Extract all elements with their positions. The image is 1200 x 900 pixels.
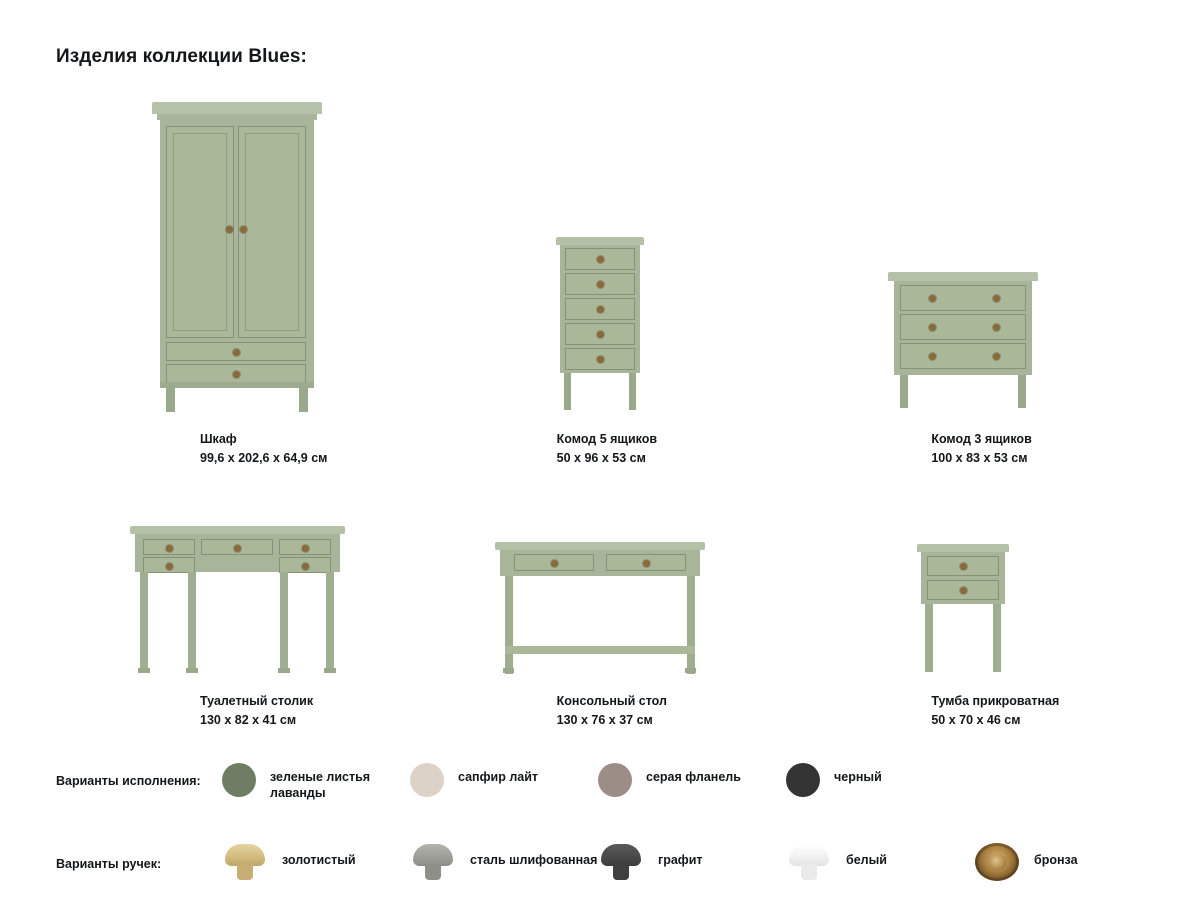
product-caption xyxy=(419,692,782,731)
chest-3-drawing xyxy=(888,272,1038,412)
finish-swatch-item[interactable] xyxy=(598,757,786,803)
product-dimensions: 130 x 76 x 37 см xyxy=(556,713,653,728)
product-image-console-table xyxy=(419,499,782,674)
product-card-wardrobe xyxy=(56,82,419,469)
knob-icon xyxy=(222,840,268,886)
product-grid-row-1 xyxy=(56,82,1144,469)
product-dimensions: 100 x 83 x 53 см xyxy=(931,451,1028,466)
finish-swatch-item[interactable] xyxy=(410,757,598,803)
product-name: Тумба прикроватная xyxy=(931,693,1060,708)
finish-options-row xyxy=(56,757,1144,803)
handle-options-label: Варианты ручек: xyxy=(56,857,162,872)
product-dimensions: 50 x 70 x 46 см xyxy=(931,713,1021,728)
finish-swatch-label: зеленые листья лаванды xyxy=(270,769,371,801)
product-name: Консольный стол xyxy=(556,693,667,708)
knob-icon xyxy=(410,840,456,886)
handle-swatch-label: графит xyxy=(658,853,703,868)
product-image-chest-3 xyxy=(781,82,1144,412)
handle-swatch-list xyxy=(222,840,1162,886)
finish-swatch-item[interactable] xyxy=(222,757,410,803)
handle-swatch-label: бронза xyxy=(1034,853,1078,868)
nightstand-drawing xyxy=(917,544,1009,674)
product-dimensions: 99,6 x 202,6 x 64,9 см xyxy=(200,451,328,466)
product-card-console-table xyxy=(419,499,782,731)
product-image-wardrobe xyxy=(56,82,419,412)
wardrobe-drawing xyxy=(152,102,322,412)
handle-swatch-item[interactable] xyxy=(974,840,1162,886)
handle-swatch-item[interactable] xyxy=(410,840,598,886)
product-caption xyxy=(781,692,1144,731)
product-card-chest-5 xyxy=(419,82,782,469)
product-caption xyxy=(781,430,1144,469)
product-card-nightstand xyxy=(781,499,1144,731)
product-name: Комод 5 ящиков xyxy=(556,432,658,446)
knob-icon xyxy=(598,840,644,886)
product-caption xyxy=(419,430,782,469)
color-swatch-icon xyxy=(598,763,632,797)
color-swatch-icon xyxy=(410,763,444,797)
console-table-drawing xyxy=(495,542,705,674)
finish-swatch-label: сапфир лайт xyxy=(458,769,539,784)
handle-swatch-item[interactable] xyxy=(598,840,786,886)
finish-swatch-list xyxy=(222,757,1144,803)
color-swatch-icon xyxy=(786,763,820,797)
page-title: Изделия коллекции Blues: xyxy=(56,46,307,67)
product-name: Шкаф xyxy=(200,432,237,446)
finish-swatch-label: черный xyxy=(834,769,882,784)
finish-swatch-label: серая фланель xyxy=(646,769,741,784)
product-name: Комод 3 ящиков xyxy=(931,432,1032,446)
product-dimensions: 50 x 96 x 53 см xyxy=(556,451,646,466)
product-grid-row-2 xyxy=(56,499,1144,731)
product-image-chest-5 xyxy=(419,82,782,412)
product-card-chest-3 xyxy=(781,82,1144,469)
handle-swatch-item[interactable] xyxy=(786,840,974,886)
handle-swatch-label: золотистый xyxy=(282,853,356,868)
handle-swatch-label: белый xyxy=(846,853,887,868)
handle-swatch-label: сталь шлифованная xyxy=(470,853,598,868)
product-image-dressing-table xyxy=(56,499,419,674)
handle-options-row xyxy=(56,840,1144,886)
handle-swatch-item[interactable] xyxy=(222,840,410,886)
product-caption xyxy=(56,430,419,469)
dressing-table-drawing xyxy=(130,526,345,674)
finish-swatch-item[interactable] xyxy=(786,757,974,803)
finish-options-label: Варианты исполнения: xyxy=(56,773,201,788)
product-image-nightstand xyxy=(781,499,1144,674)
options-section xyxy=(56,757,1144,887)
knob-icon xyxy=(786,840,832,886)
knob-icon xyxy=(974,840,1020,886)
product-caption xyxy=(56,692,419,731)
product-dimensions: 130 x 82 x 41 см xyxy=(200,713,297,728)
product-card-dressing-table xyxy=(56,499,419,731)
product-name: Туалетный столик xyxy=(200,693,314,708)
chest-5-drawing xyxy=(556,237,644,412)
color-swatch-icon xyxy=(222,763,256,797)
